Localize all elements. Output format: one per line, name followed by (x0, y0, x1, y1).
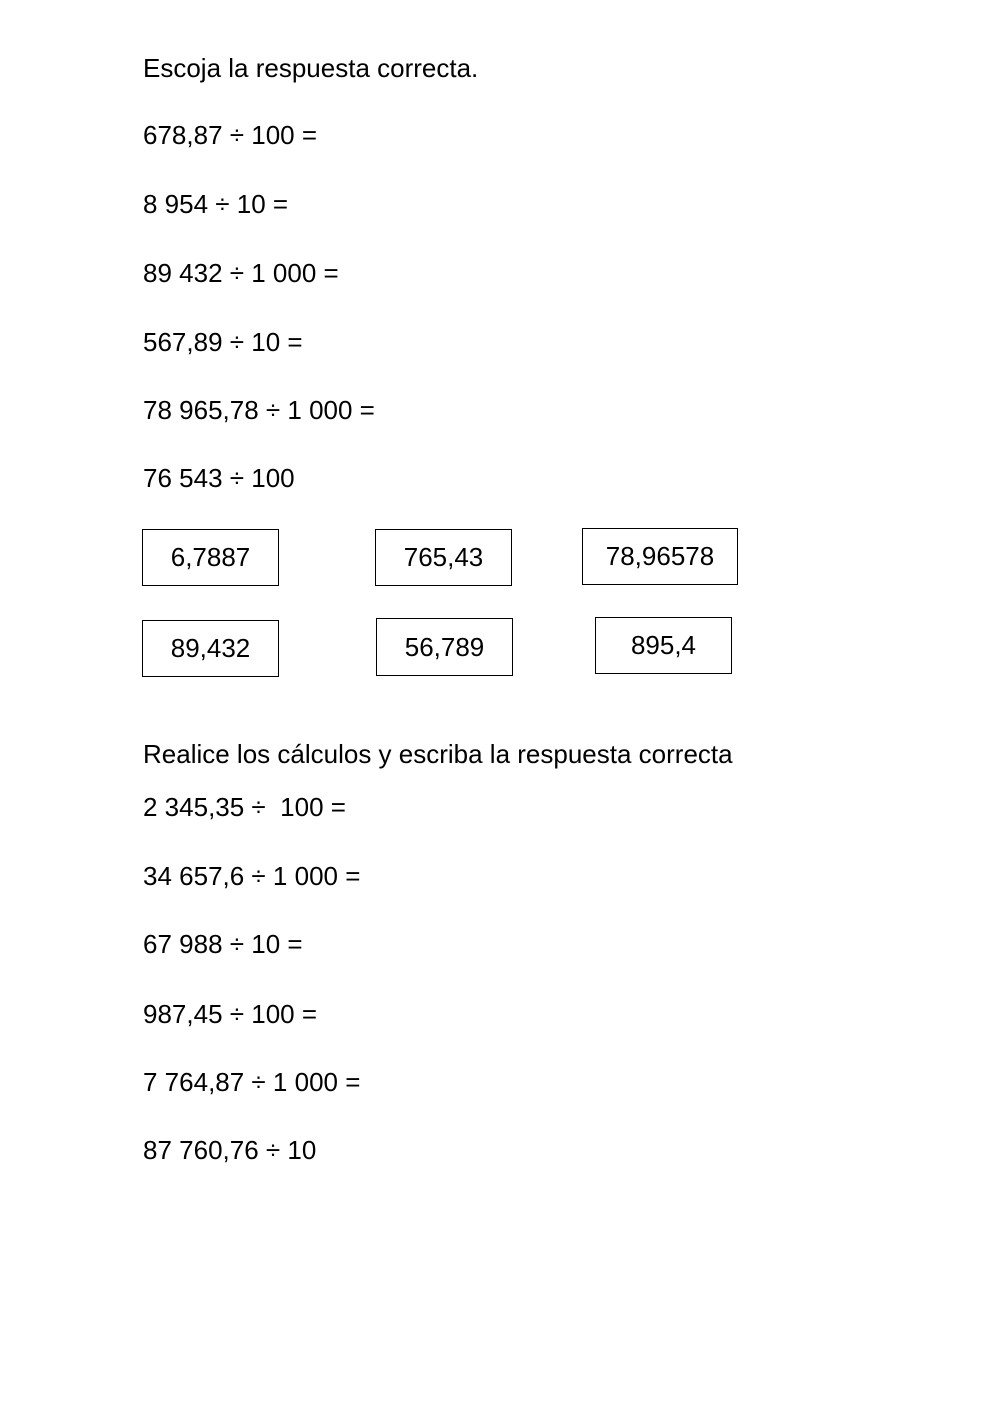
exercise-2-6: 87 760,76 ÷ 10 (143, 1135, 317, 1165)
answer-option-label: 6,7887 (170, 542, 251, 572)
exercise-2-1: 2 345,35 ÷ 100 = (143, 792, 346, 822)
exercise-2-2: 34 657,6 ÷ 1 000 = (143, 861, 361, 891)
exercise-2-5: 7 764,87 ÷ 1 000 = (143, 1067, 361, 1097)
exercise-2-4: 987,45 ÷ 100 = (143, 999, 318, 1029)
answer-option-label: 895,4 (630, 630, 697, 660)
exercise-1-6: 76 543 ÷ 100 (143, 463, 295, 493)
exercise-2-3: 67 988 ÷ 10 = (143, 929, 303, 959)
exercise-1-1: 678,87 ÷ 100 = (143, 120, 318, 150)
answer-option-box[interactable] (376, 618, 513, 676)
answer-option-box[interactable] (142, 529, 279, 586)
exercise-1-3: 89 432 ÷ 1 000 = (143, 258, 339, 288)
answer-option-label: 56,789 (404, 631, 485, 662)
section2-instruction: Realice los cálculos y escriba la respuesta correcta (143, 739, 733, 769)
exercise-1-4: 567,89 ÷ 10 = (143, 327, 303, 357)
exercise-1-2: 8 954 ÷ 10 = (143, 189, 289, 219)
answer-option-box[interactable] (375, 529, 512, 586)
section1-instruction: Escoja la respuesta correcta. (143, 53, 479, 83)
answer-option-box[interactable] (142, 620, 279, 677)
exercise-1-5: 78 965,78 ÷ 1 000 = (143, 395, 375, 425)
answer-option-label: 765,43 (403, 542, 484, 572)
answer-option-label: 89,432 (170, 633, 251, 663)
answer-option-box[interactable] (595, 617, 732, 674)
answer-option-label: 78,96578 (605, 541, 715, 571)
answer-option-box[interactable] (582, 528, 738, 585)
